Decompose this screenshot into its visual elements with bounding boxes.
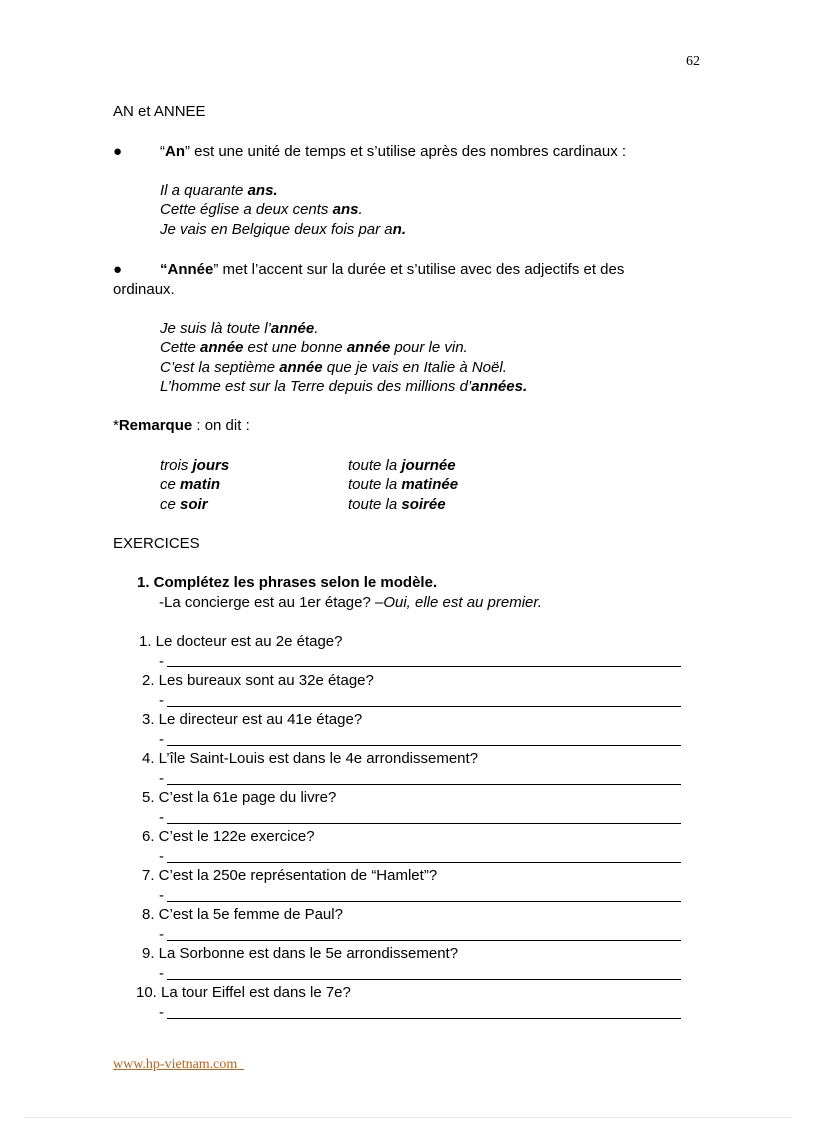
section-title — [113, 102, 206, 121]
page-bottom-divider — [24, 1117, 792, 1118]
annee-example-3: C’est la septième année que je vais en Italie à Noël. — [160, 359, 507, 376]
answer-dash: - — [159, 770, 164, 787]
annee-example-1: Je suis là toute l’année. — [160, 320, 319, 337]
answer-dash: - — [159, 809, 164, 826]
answer-line-7[interactable] — [167, 901, 681, 902]
an-open-quote: “ — [160, 143, 165, 160]
an-term: An — [165, 143, 185, 160]
answer-line-8[interactable] — [167, 940, 681, 941]
remark-right-3: toute la soirée — [348, 496, 446, 513]
exercises-title: EXERCICES — [113, 535, 200, 552]
question-7: 7. C’est la 250e représentation de “Hamlet”? — [142, 867, 438, 884]
annee-example-2: Cette année est une bonne année pour le vin. — [160, 339, 468, 356]
answer-dash: - — [159, 692, 164, 709]
bullet-an: ● — [113, 143, 123, 160]
question-2: 2. Les bureaux sont au 32e étage? — [142, 672, 374, 689]
answer-dash: - — [159, 887, 164, 904]
answer-dash: - — [159, 1004, 164, 1021]
bullet-annee: ● — [113, 261, 123, 278]
answer-line-2[interactable] — [167, 706, 681, 707]
remark-left-2: ce matin — [160, 476, 221, 493]
title-annee: ANNEE — [153, 103, 206, 120]
an-rule — [160, 142, 626, 161]
remark-right-1: toute la journée — [348, 457, 456, 474]
annee-example-4: L’homme est sur la Terre depuis des millions d’années. — [160, 378, 528, 395]
answer-dash: - — [159, 926, 164, 943]
remark: *Remarque : on dit : — [113, 417, 250, 434]
answer-line-4[interactable] — [167, 784, 681, 785]
exercise-instruction: 1. Complétez les phrases selon le modèle. — [137, 574, 438, 591]
footer-link[interactable]: www.hp-vietnam.com — [113, 1057, 238, 1072]
remark-label: Remarque — [118, 417, 193, 434]
question-6: 6. C’est le 122e exercice? — [142, 828, 315, 845]
answer-line-6[interactable] — [167, 862, 681, 863]
remark-left-1: trois jours — [160, 457, 230, 474]
annee-rule-text: ” met l’accent sur la durée et s’utilise avec des adjectifs et des — [213, 261, 625, 278]
page-number: 62 — [686, 54, 700, 69]
an-rule-text: ” est une unité de temps et s’utilise après des nombres cardinaux : — [185, 143, 627, 160]
annee-rule-line2: ordinaux. — [113, 281, 175, 298]
title-an: AN — [113, 103, 134, 120]
question-9: 9. La Sorbonne est dans le 5e arrondissement? — [142, 945, 459, 962]
annee-rule — [160, 260, 624, 279]
an-example-1: Il a quarante ans. — [160, 182, 278, 199]
exercise-model: -La concierge est au 1er étage? –Oui, elle est au premier. — [159, 594, 543, 611]
question-5: 5. C’est la 61e page du livre? — [142, 789, 337, 806]
question-3: 3. Le directeur est au 41e étage? — [142, 711, 363, 728]
an-example-2: Cette église a deux cents ans. — [160, 201, 363, 218]
answer-dash: - — [159, 653, 164, 670]
answer-dash: - — [159, 848, 164, 865]
answer-line-10[interactable] — [167, 1018, 681, 1019]
answer-line-3[interactable] — [167, 745, 681, 746]
answer-line-1[interactable] — [167, 666, 681, 667]
question-1: 1. Le docteur est au 2e étage? — [139, 633, 343, 650]
remark-right-2: toute la matinée — [348, 476, 459, 493]
answer-line-5[interactable] — [167, 823, 681, 824]
question-4: 4. L’île Saint-Louis est dans le 4e arrondissement? — [142, 750, 479, 767]
answer-line-9[interactable] — [167, 979, 681, 980]
answer-dash: - — [159, 965, 164, 982]
title-et: et — [138, 103, 151, 120]
an-example-3: Je vais en Belgique deux fois par an. — [160, 221, 406, 238]
answer-dash: - — [159, 731, 164, 748]
question-8: 8. C’est la 5e femme de Paul? — [142, 906, 343, 923]
annee-term: “Année — [160, 261, 214, 278]
remark-left-3: ce soir — [160, 496, 208, 513]
question-10: 10. La tour Eiffel est dans le 7e? — [136, 984, 351, 1001]
